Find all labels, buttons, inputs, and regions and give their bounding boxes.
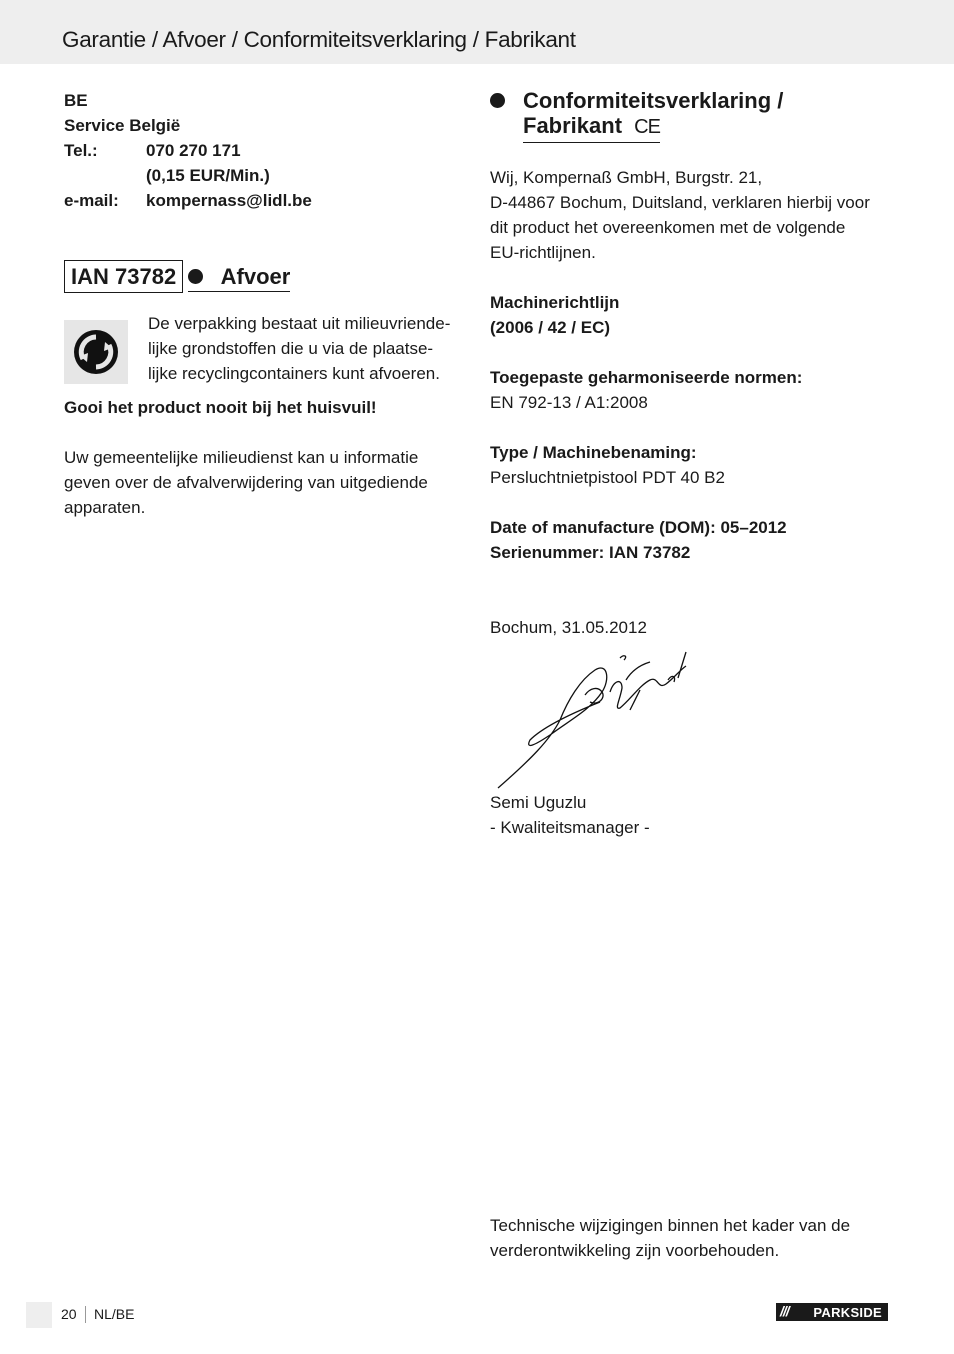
signer-role: - Kwaliteitsmanager - (490, 818, 650, 837)
dom-line: Date of manufacture (DOM): 05–2012 (490, 518, 787, 537)
info-paragraph (64, 445, 464, 520)
intro-line: D-44867 Bochum, Duitsland, verklaren hierbij voor (490, 193, 870, 212)
type-block (490, 440, 900, 490)
page-title: Garantie / Afvoer / Conformiteitsverklaring / Fabrikant (62, 27, 576, 52)
directive-block (490, 290, 900, 340)
left-column (64, 88, 464, 520)
directive-value: (2006 / 42 / EC) (490, 318, 611, 337)
info-line: apparaten. (64, 498, 146, 517)
contact-rate-row (64, 163, 464, 188)
type-label: Type / Machinebenaming: (490, 443, 697, 462)
norms-value: EN 792-13 / A1:2008 (490, 393, 648, 412)
contact-country: BE (64, 91, 88, 110)
info-line: geven over de afvalverwijdering van uitgediende (64, 473, 428, 492)
contact-tel-row (64, 138, 464, 163)
dom-block (490, 515, 900, 565)
conformity-heading-line2: Fabrikant (523, 113, 623, 138)
recycle-block (64, 314, 464, 395)
norms-label: Toegepaste geharmoniseerde normen: (490, 368, 803, 387)
type-value: Persluchtnietpistool PDT 40 B2 (490, 468, 725, 487)
contact-service: Service België (64, 116, 181, 135)
place-date: Bochum, 31.05.2012 (490, 618, 647, 637)
signature (490, 640, 900, 790)
ce-mark-icon: CE (634, 116, 660, 138)
tel-label: Tel.: (64, 141, 98, 160)
bullet-icon (490, 93, 505, 108)
intro-line: dit product het overeenkomen met de volgende (490, 218, 846, 237)
conformity-intro (490, 165, 900, 265)
packaging-line: De verpakking bestaat uit milieuvriende- (148, 314, 451, 333)
signer-name: Semi Uguzlu (490, 793, 587, 812)
parkside-logo (776, 1303, 888, 1321)
conformity-heading (490, 88, 900, 143)
logo-text: PARKSIDE (813, 1304, 882, 1320)
afvoer-heading (188, 264, 291, 292)
right-column (490, 88, 900, 840)
packaging-text (148, 311, 468, 386)
intro-line: EU-richtlijnen. (490, 243, 596, 262)
tel-value: 070 270 171 (146, 141, 241, 160)
afvoer-heading-text: Afvoer (220, 264, 291, 289)
page-number: 20 (61, 1306, 77, 1322)
footer-divider (85, 1306, 86, 1323)
info-line: Uw gemeentelijke milieudienst kan u informatie (64, 448, 419, 467)
technical-line: Technische wijzigingen binnen het kader van de (490, 1216, 851, 1235)
tel-rate: (0,15 EUR/Min.) (146, 166, 270, 185)
footer-language: NL/BE (94, 1306, 135, 1322)
ian-box: IAN 73782 (64, 260, 183, 293)
email-value: kompernass@lidl.be (146, 191, 312, 210)
packaging-line: lijke recyclingcontainers kunt afvoeren. (148, 364, 440, 383)
footer-box (26, 1302, 52, 1328)
conformity-heading-line2-wrap (523, 113, 660, 143)
contact-email-row (64, 188, 464, 213)
technical-note (490, 1213, 900, 1263)
serial-line: Serienummer: IAN 73782 (490, 543, 691, 562)
packaging-line: lijke grondstoffen die u via de plaatse- (148, 339, 434, 358)
logo-stripes-icon: /// (780, 1303, 789, 1319)
green-dot-recycle-icon (64, 320, 128, 384)
norms-block (490, 365, 900, 415)
directive-label: Machinerichtlijn (490, 293, 620, 312)
disposal-warning: Gooi het product nooit bij het huisvuil! (64, 398, 377, 417)
email-label: e-mail: (64, 191, 119, 210)
contact-block (64, 88, 464, 213)
bullet-icon (188, 269, 203, 284)
intro-line: Wij, Kompernaß GmbH, Burgstr. 21, (490, 168, 763, 187)
conformity-heading-line1: Conformiteitsverklaring / (523, 88, 784, 113)
technical-line: verderontwikkeling zijn voorbehouden. (490, 1241, 780, 1260)
